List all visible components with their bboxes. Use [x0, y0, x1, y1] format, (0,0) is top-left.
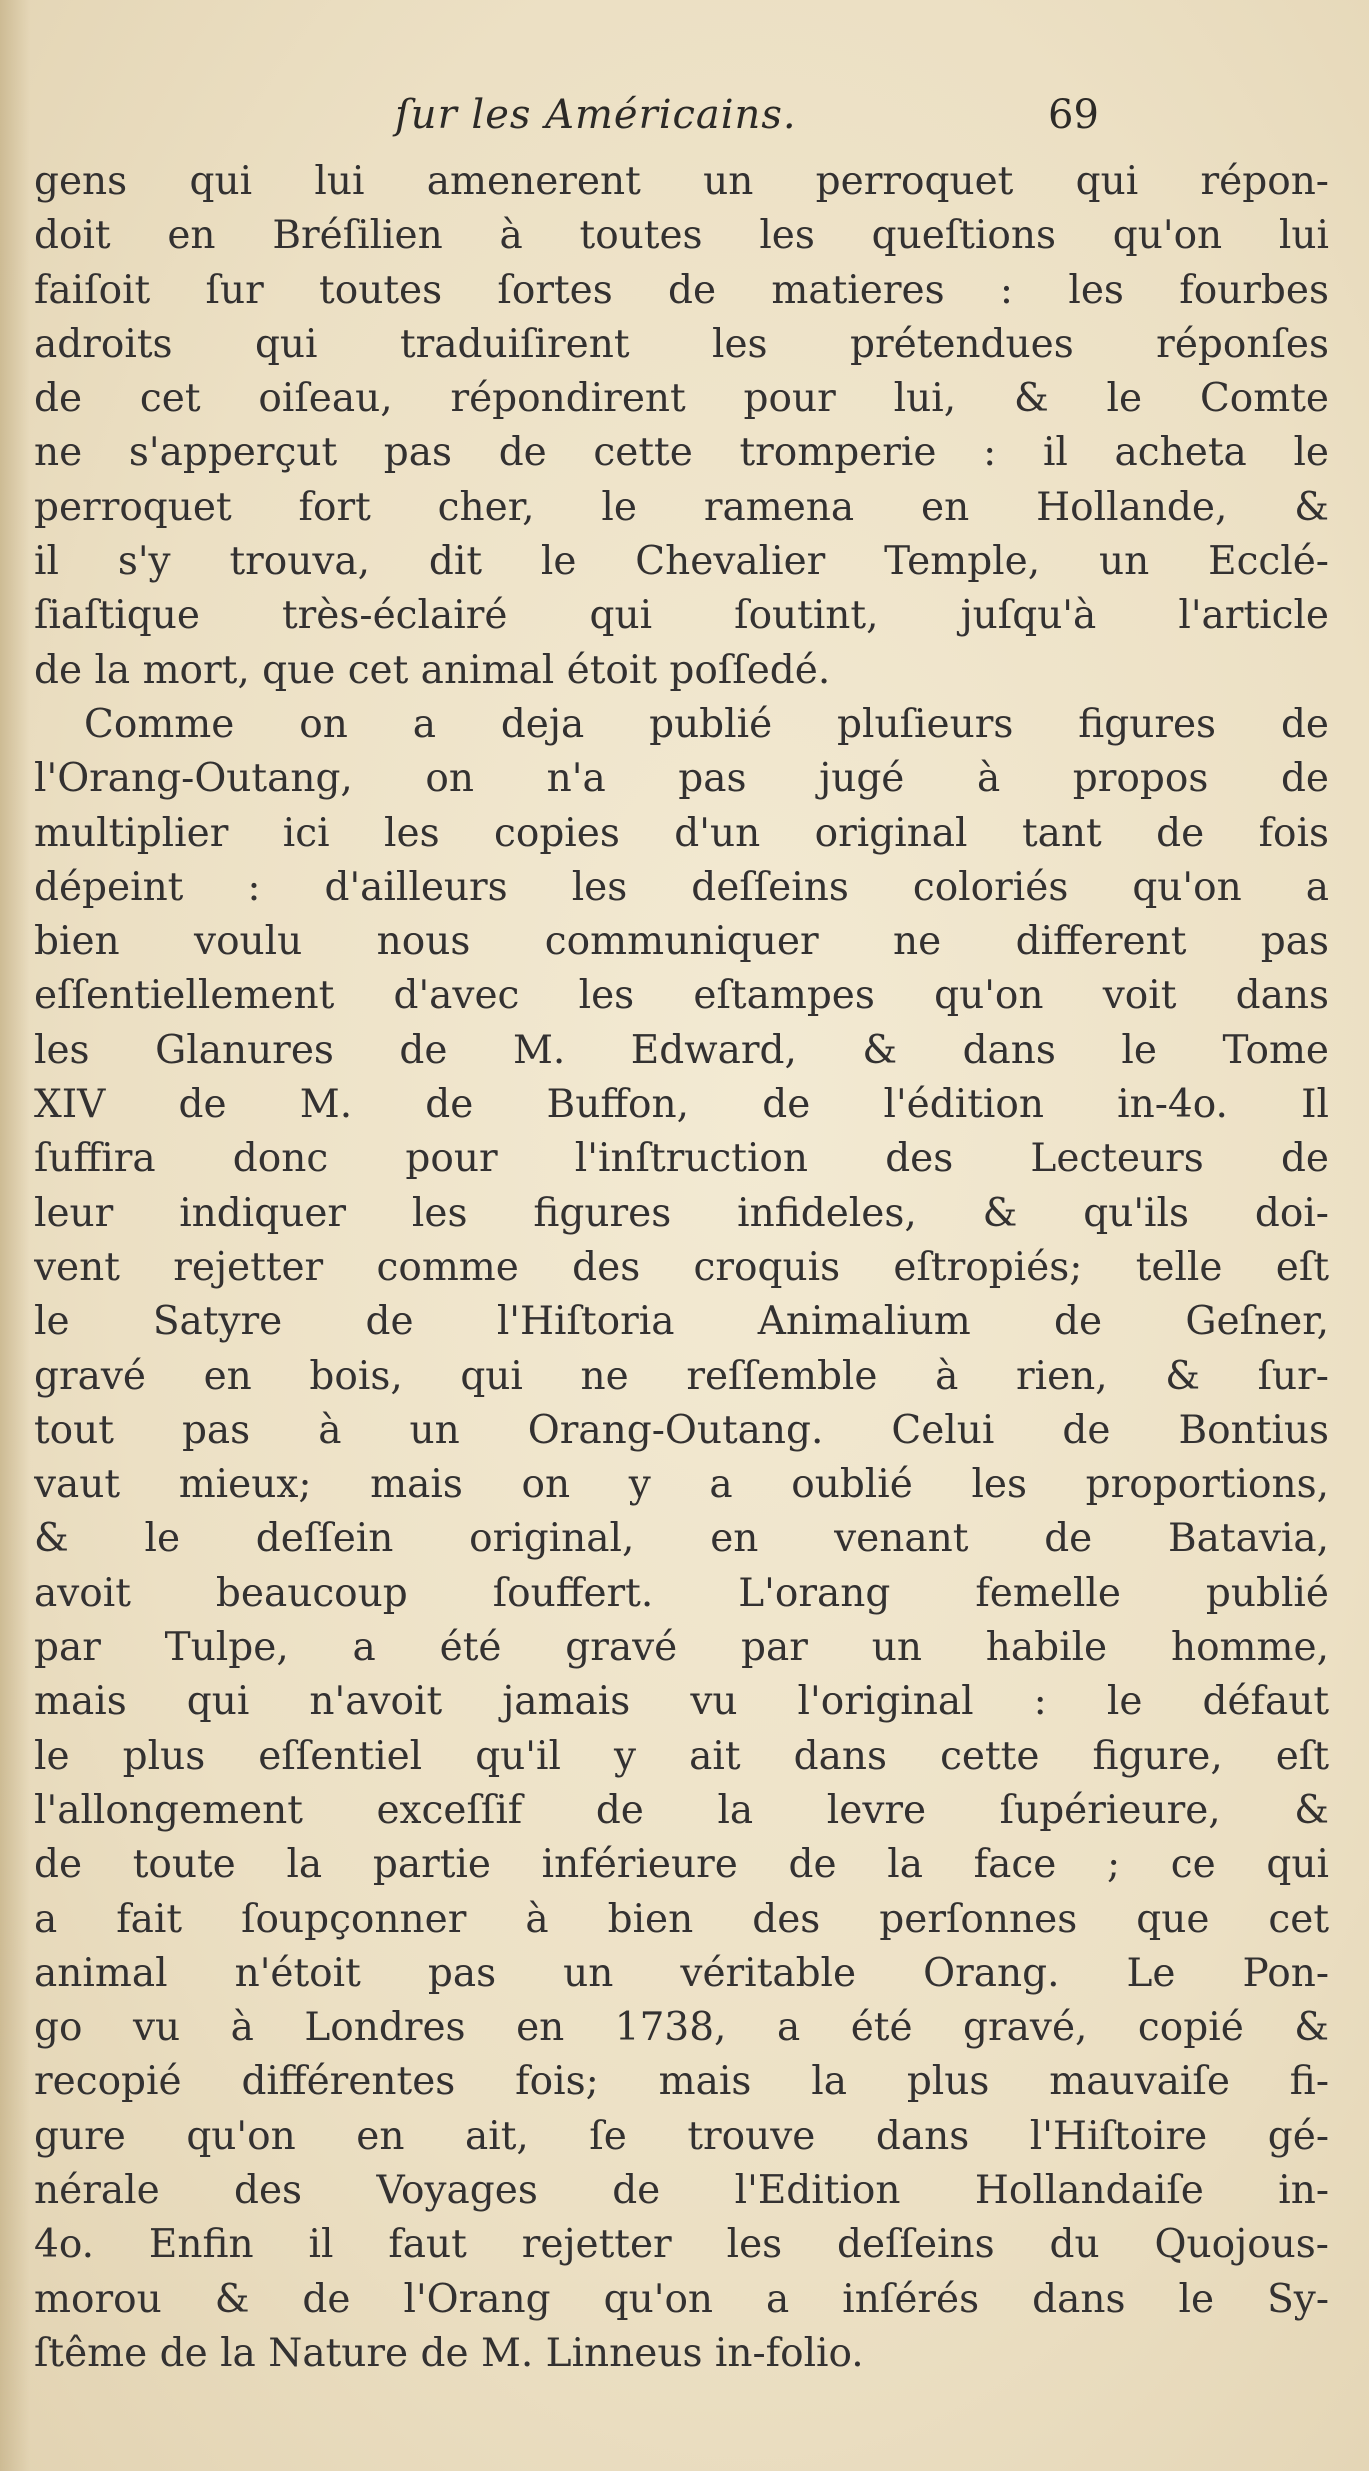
text-line: tout pas à un Orang-Outang. Celui de Bontius [34, 1407, 1329, 1453]
text-line: ſiaſtique très-éclairé qui ſoutint, juſqu'à l'article [34, 593, 1329, 639]
text-line: avoit beaucoup ſouffert. L'orang femelle publié [34, 1570, 1329, 1616]
text-line: l'allongement exceſſif de la levre ſupérieure, & [34, 1787, 1329, 1833]
text-line: XIV de M. de Buffon, de l'édition in-4o. Il [34, 1082, 1329, 1128]
text-line: il s'y trouva, dit le Chevalier Temple, un Ecclé- [34, 539, 1329, 585]
text-line: vent rejetter comme des croquis eſtropiés; telle eſt [34, 1244, 1329, 1290]
text-line: vaut mieux; mais on y a oublié les proportions, [34, 1462, 1329, 1508]
text-line: bien voulu nous communiquer ne different pas [34, 919, 1329, 965]
text-line: les Glanures de M. Edward, & dans le Tome [34, 1027, 1329, 1073]
text-line: perroquet fort cher, le ramena en Hollande, & [34, 484, 1329, 530]
text-line: de toute la partie inférieure de la face ; ce qui [34, 1842, 1329, 1888]
text-line: go vu à Londres en 1738, a été gravé, copié & [34, 2005, 1329, 2051]
text-line: a fait ſoupçonner à bien des perſonnes que cet [34, 1896, 1329, 1942]
text-line: le plus eſſentiel qu'il y ait dans cette figure, eſt [34, 1733, 1329, 1779]
text-line: de la mort, que cet animal étoit poſſedé. [34, 647, 831, 693]
text-line: dépeint : d'ailleurs les deſſeins coloriés qu'on a [34, 864, 1329, 910]
page-gutter-shadow [0, 0, 30, 2471]
text-line: 4o. Enfin il faut rejetter les deſſeins du Quojous- [34, 2222, 1329, 2268]
text-line: ſuffira donc pour l'inſtruction des Lecteurs de [34, 1136, 1329, 1182]
text-line: morou & de l'Orang qu'on a inſérés dans le Sy- [34, 2276, 1329, 2322]
text-line: ſtême de la Nature de M. Linneus in-folio. [34, 2330, 864, 2376]
page-header [0, 92, 1369, 158]
text-line: gens qui lui amenerent un perroquet qui répon- [34, 159, 1329, 204]
text-line: & le deſſein original, en venant de Batavia, [34, 1516, 1329, 1562]
text-line: de cet oiſeau, répondirent pour lui, & le Comte [34, 376, 1329, 422]
text-line: leur indiquer les figures infideles, & qu'ils doi- [34, 1190, 1329, 1236]
text-line: doit en Bréſilien à toutes les queſtions qu'on lui [34, 213, 1329, 259]
running-head: ſur les Américains. [395, 92, 797, 138]
paragraph-start-line: Comme on a deja publié pluſieurs figures de [84, 701, 1329, 747]
text-line: le Satyre de l'Hiſtoria Animalium de Geſner, [34, 1299, 1329, 1345]
text-line: ne s'apperçut pas de cette tromperie : il acheta le [34, 430, 1329, 476]
text-line: l'Orang-Outang, on n'a pas jugé à propos de [34, 756, 1329, 802]
text-line: eſſentiellement d'avec les eſtampes qu'on voit dans [34, 973, 1329, 1019]
text-line: adroits qui traduiſirent les prétendues réponſes [34, 321, 1329, 367]
page-number: 69 [1048, 92, 1099, 138]
text-line: recopié différentes fois; mais la plus mauvaiſe fi- [34, 2059, 1329, 2105]
text-line: mais qui n'avoit jamais vu l'original : le défaut [34, 1679, 1329, 1725]
body-text [34, 155, 1329, 2381]
text-line: gravé en bois, qui ne reſſemble à rien, & ſur- [34, 1353, 1329, 1399]
text-line: animal n'étoit pas un véritable Orang. Le Pon- [34, 1950, 1329, 1996]
text-line: faiſoit ſur toutes ſortes de matieres : les fourbes [34, 267, 1329, 313]
text-line: gure qu'on en ait, ſe trouve dans l'Hiſtoire gé- [34, 2113, 1329, 2159]
text-line: multiplier ici les copies d'un original tant de fois [34, 810, 1329, 856]
text-line: nérale des Voyages de l'Edition Hollandaiſe in- [34, 2167, 1329, 2213]
text-line: par Tulpe, a été gravé par un habile homme, [34, 1625, 1329, 1671]
